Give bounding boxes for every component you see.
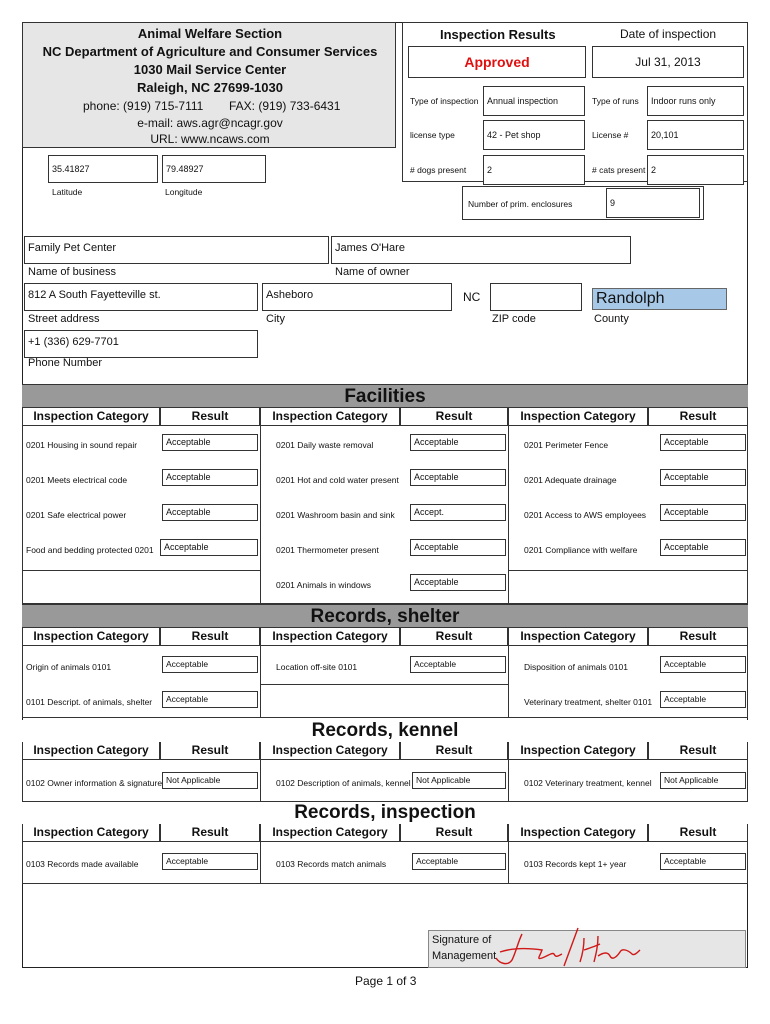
facility-category: 0201 Compliance with welfare bbox=[524, 545, 638, 555]
col-header-result: Result bbox=[160, 742, 260, 760]
col-header-result: Result bbox=[400, 742, 508, 760]
dogs-label: # dogs present bbox=[410, 165, 467, 175]
type-field[interactable]: Annual inspection bbox=[483, 86, 585, 116]
license-no-label: License # bbox=[592, 130, 629, 140]
longitude-label: Longitude bbox=[165, 187, 203, 197]
facility-result[interactable]: Acceptable bbox=[660, 504, 746, 521]
shelter-category: Disposition of animals 0101 bbox=[524, 662, 628, 672]
facility-result[interactable]: Accept. bbox=[410, 504, 506, 521]
date-field[interactable] bbox=[592, 46, 744, 78]
date-label: Date of inspection bbox=[620, 27, 717, 41]
kennel-category: 0102 Description of animals, kennel bbox=[276, 778, 411, 788]
state-value: NC bbox=[463, 290, 481, 304]
zip-field[interactable] bbox=[490, 283, 582, 311]
col-header-result: Result bbox=[400, 408, 508, 426]
phone-field[interactable]: +1 (336) 629-7701 bbox=[24, 330, 258, 358]
shelter-category: Origin of animals 0101 bbox=[26, 662, 112, 672]
facility-category: 0201 Thermometer present bbox=[276, 545, 379, 555]
inspection-category: 0103 Records made available bbox=[26, 859, 139, 869]
col-divider bbox=[260, 742, 261, 802]
city-label: City bbox=[266, 313, 285, 325]
facility-category: 0201 Adequate drainage bbox=[524, 475, 617, 485]
shelter-result[interactable]: Acceptable bbox=[660, 656, 746, 673]
col-header-category: Inspection Category bbox=[22, 628, 160, 646]
col-header-category: Inspection Category bbox=[260, 408, 400, 426]
empty-cell bbox=[260, 684, 508, 718]
owner-name-field[interactable]: James O'Hare bbox=[331, 236, 631, 264]
records-inspection-band: Records, inspection bbox=[22, 802, 748, 824]
facility-result[interactable]: Acceptable bbox=[410, 434, 506, 451]
facility-category: 0201 Access to AWS employees bbox=[524, 510, 647, 520]
col-divider bbox=[508, 824, 509, 884]
facility-result[interactable]: Acceptable bbox=[162, 469, 258, 486]
kennel-category: 0102 Owner information & signature bbox=[26, 778, 163, 788]
longitude-field[interactable]: 79.48927 bbox=[162, 155, 266, 183]
facility-result[interactable]: Acceptable bbox=[660, 434, 746, 451]
inspection-result[interactable]: Acceptable bbox=[412, 853, 506, 870]
type-label: Type of inspection bbox=[410, 96, 479, 106]
facility-category: 0201 Housing in sound repair bbox=[26, 440, 138, 450]
col-header-category: Inspection Category bbox=[260, 628, 400, 646]
facility-category: 0201 Meets electrical code bbox=[26, 475, 128, 485]
facility-result[interactable]: Acceptable bbox=[660, 539, 746, 556]
shelter-result[interactable]: Acceptable bbox=[410, 656, 506, 673]
county-field[interactable] bbox=[592, 288, 727, 310]
inspection-category: 0103 Records match animals bbox=[276, 859, 387, 869]
col-divider bbox=[260, 408, 261, 604]
facility-result[interactable]: Acceptable bbox=[160, 539, 258, 556]
records-kennel-table bbox=[22, 742, 748, 802]
kennel-result[interactable]: Not Applicable bbox=[412, 772, 506, 789]
latitude-label: Latitude bbox=[52, 187, 83, 197]
col-header-result: Result bbox=[160, 408, 260, 426]
col-header-result: Result bbox=[648, 742, 748, 760]
col-header-category: Inspection Category bbox=[508, 628, 648, 646]
col-header-category: Inspection Category bbox=[260, 824, 400, 842]
license-no-field[interactable]: 20,101 bbox=[647, 120, 744, 150]
col-header-result: Result bbox=[160, 628, 260, 646]
agency-url: URL: www.ncaws.com bbox=[150, 132, 270, 146]
signature-label-1: Signature of bbox=[432, 934, 492, 946]
business-name-field[interactable]: Family Pet Center bbox=[24, 236, 329, 264]
kennel-result[interactable]: Not Applicable bbox=[162, 772, 258, 789]
facility-result[interactable]: Acceptable bbox=[410, 574, 506, 591]
agency-address2: Raleigh, NC 27699-1030 bbox=[137, 80, 283, 95]
enclosures-label: Number of prim. enclosures bbox=[468, 199, 573, 209]
col-header-category: Inspection Category bbox=[508, 742, 648, 760]
street-label: Street address bbox=[28, 313, 100, 325]
col-header-result: Result bbox=[648, 824, 748, 842]
agency-phone: phone: (919) 715-7111 bbox=[83, 99, 204, 113]
runs-label: Type of runs bbox=[592, 96, 639, 106]
col-header-category: Inspection Category bbox=[22, 408, 160, 426]
signature-image bbox=[482, 922, 642, 968]
col-header-category: Inspection Category bbox=[22, 742, 160, 760]
cats-field[interactable]: 2 bbox=[647, 155, 744, 185]
col-divider bbox=[508, 628, 509, 718]
inspection-results-label: Inspection Results bbox=[440, 27, 556, 42]
agency-section: Animal Welfare Section bbox=[137, 26, 283, 41]
facility-category: 0201 Hot and cold water present bbox=[276, 475, 399, 485]
facility-result[interactable]: Acceptable bbox=[410, 469, 506, 486]
facility-result[interactable]: Acceptable bbox=[162, 504, 258, 521]
facility-result[interactable]: Acceptable bbox=[660, 469, 746, 486]
shelter-result[interactable]: Acceptable bbox=[162, 691, 258, 708]
owner-name-label: Name of owner bbox=[335, 266, 410, 278]
facility-category: Food and bedding protected 0201 bbox=[26, 545, 154, 555]
col-divider bbox=[508, 742, 509, 802]
empty-cell bbox=[508, 570, 748, 604]
cats-label: # cats present bbox=[592, 165, 646, 175]
signature-name: J. O'Hare bbox=[482, 922, 487, 923]
phone-label: Phone Number bbox=[28, 357, 102, 369]
license-type-field[interactable]: 42 - Pet shop bbox=[483, 120, 585, 150]
license-type-label: license type bbox=[410, 130, 455, 140]
signature-label-2: Management bbox=[432, 950, 497, 962]
col-divider bbox=[260, 824, 261, 884]
col-header-result: Result bbox=[400, 628, 508, 646]
agency-header bbox=[22, 22, 396, 148]
col-header-category: Inspection Category bbox=[508, 824, 648, 842]
kennel-category: 0102 Veterinary treatment, kennel bbox=[524, 778, 652, 788]
inspection-result[interactable]: Acceptable bbox=[660, 853, 746, 870]
shelter-result[interactable]: Acceptable bbox=[162, 656, 258, 673]
zip-label: ZIP code bbox=[492, 313, 536, 325]
shelter-category: Location off-site 0101 bbox=[276, 662, 358, 672]
col-header-result: Result bbox=[160, 824, 260, 842]
county-value: Randolph bbox=[596, 290, 665, 307]
facility-result[interactable]: Acceptable bbox=[162, 434, 258, 451]
county-label: County bbox=[594, 313, 629, 325]
inspection-results-field[interactable] bbox=[408, 46, 586, 78]
records-kennel-band: Records, kennel bbox=[22, 720, 748, 742]
approved-value: Approved bbox=[464, 54, 530, 70]
inspection-category: 0103 Records kept 1+ year bbox=[524, 859, 627, 869]
empty-cell bbox=[22, 570, 260, 604]
latitude-field[interactable]: 35.41827 bbox=[48, 155, 158, 183]
col-header-result: Result bbox=[648, 628, 748, 646]
facility-category: 0201 Washroom basin and sink bbox=[276, 510, 395, 520]
facility-category: 0201 Perimeter Fence bbox=[524, 440, 609, 450]
kennel-result[interactable]: Not Applicable bbox=[660, 772, 746, 789]
business-name-label: Name of business bbox=[28, 266, 117, 278]
facility-category: 0201 Animals in windows bbox=[276, 580, 371, 590]
records-shelter-band: Records, shelter bbox=[22, 604, 748, 628]
col-header-category: Inspection Category bbox=[260, 742, 400, 760]
runs-field[interactable]: Indoor runs only bbox=[647, 86, 744, 116]
street-field[interactable]: 812 A South Fayetteville st. bbox=[24, 283, 258, 311]
enclosures-field[interactable]: 9 bbox=[606, 188, 700, 218]
date-value: Jul 31, 2013 bbox=[635, 55, 701, 69]
shelter-result[interactable]: Acceptable bbox=[660, 691, 746, 708]
col-header-category: Inspection Category bbox=[22, 824, 160, 842]
agency-fax: FAX: (919) 733-6431 bbox=[229, 99, 341, 113]
facilities-band: Facilities bbox=[22, 384, 748, 408]
city-field[interactable]: Asheboro bbox=[262, 283, 452, 311]
facility-result[interactable]: Acceptable bbox=[410, 539, 506, 556]
shelter-category: 0101 Descript. of animals, shelter bbox=[26, 697, 153, 707]
col-header-result: Result bbox=[648, 408, 748, 426]
agency-email: e-mail: aws.agr@ncagr.gov bbox=[137, 116, 283, 130]
col-header-category: Inspection Category bbox=[508, 408, 648, 426]
inspection-result[interactable]: Acceptable bbox=[162, 853, 258, 870]
shelter-category: Veterinary treatment, shelter 0101 bbox=[524, 697, 653, 707]
agency-address1: 1030 Mail Service Center bbox=[133, 62, 287, 77]
page-number: Page 1 of 3 bbox=[355, 974, 417, 988]
facility-category: 0201 Safe electrical power bbox=[26, 510, 127, 520]
facility-category: 0201 Daily waste removal bbox=[276, 440, 374, 450]
col-header-result: Result bbox=[400, 824, 508, 842]
dogs-field[interactable]: 2 bbox=[483, 155, 585, 185]
records-inspection-table bbox=[22, 824, 748, 884]
agency-department: NC Department of Agriculture and Consumer Services bbox=[42, 44, 378, 59]
